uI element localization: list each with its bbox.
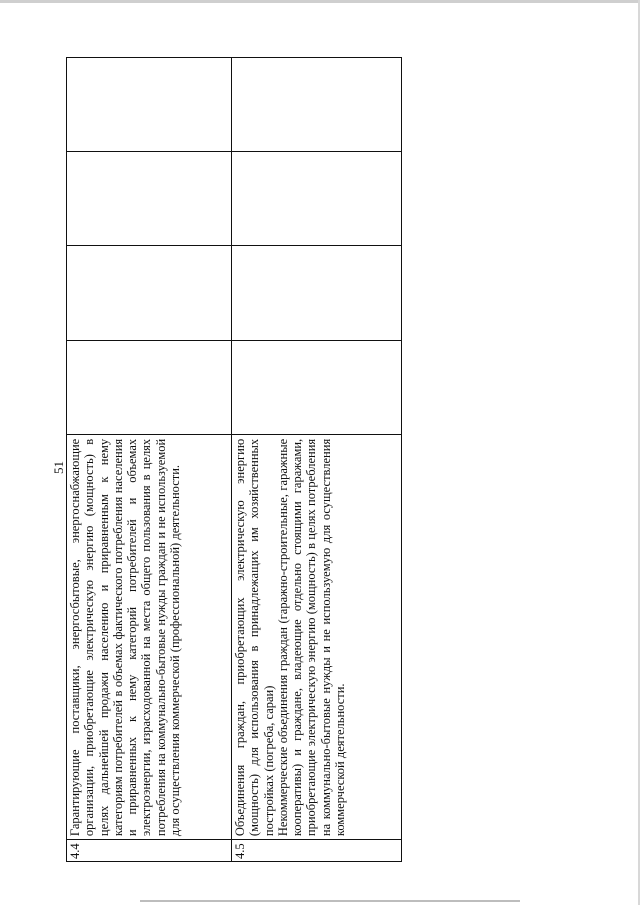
- page-number: 51: [51, 461, 66, 474]
- empty-cell: [67, 246, 232, 340]
- table-row: [232, 58, 402, 862]
- empty-cell: [67, 340, 232, 434]
- scan-edge-top: [0, 0, 640, 3]
- row-description: [67, 434, 232, 839]
- empty-cell: [232, 152, 402, 246]
- row-description-paragraph: Некоммерческие объединения граждан (гаражно-строительные, гаражные кооперативы) и граждане, владеющие отдельно стоящими гаражами, приобретающие электрическую энергию (мощность) в целях потребления на коммунально-бытовые нужды и не используемую для осуществления коммерческой деятельности.: [275, 438, 348, 837]
- table-row: [67, 58, 232, 862]
- row-description: [232, 434, 402, 839]
- row-description-paragraph: Объединения граждан, приобретающих электрическую энергию (мощность) для использования в принадлежащих им хозяйственных постройках (погреба, сараи): [233, 438, 276, 837]
- row-description-paragraph: Гарантирующие поставщики, энергосбытовые, энергоснабжающие организации, приобретающие электрическую энергию (мощность) в целях дальнейшей продажи населению и приравненным к нему категориям потребителей в объемах фактического потребления населения и приравненных к нему категорий потребителей и объемах электроэнергии, израсходованной на места общего пользования в целях потребления на коммунально-бытовые нужды граждан и не используемой для осуществления коммерческой (профессиональной) деятельности.: [68, 438, 183, 837]
- empty-cell: [232, 340, 402, 434]
- empty-cell: [67, 58, 232, 152]
- scan-edge-bottom: [140, 900, 520, 902]
- rotated-page: [51, 57, 401, 862]
- empty-cell: [232, 246, 402, 340]
- row-number: 4.4: [67, 840, 232, 862]
- empty-cell: [67, 152, 232, 246]
- empty-cell: [232, 58, 402, 152]
- row-number: 4.5: [232, 840, 402, 862]
- tariff-table: [66, 57, 402, 862]
